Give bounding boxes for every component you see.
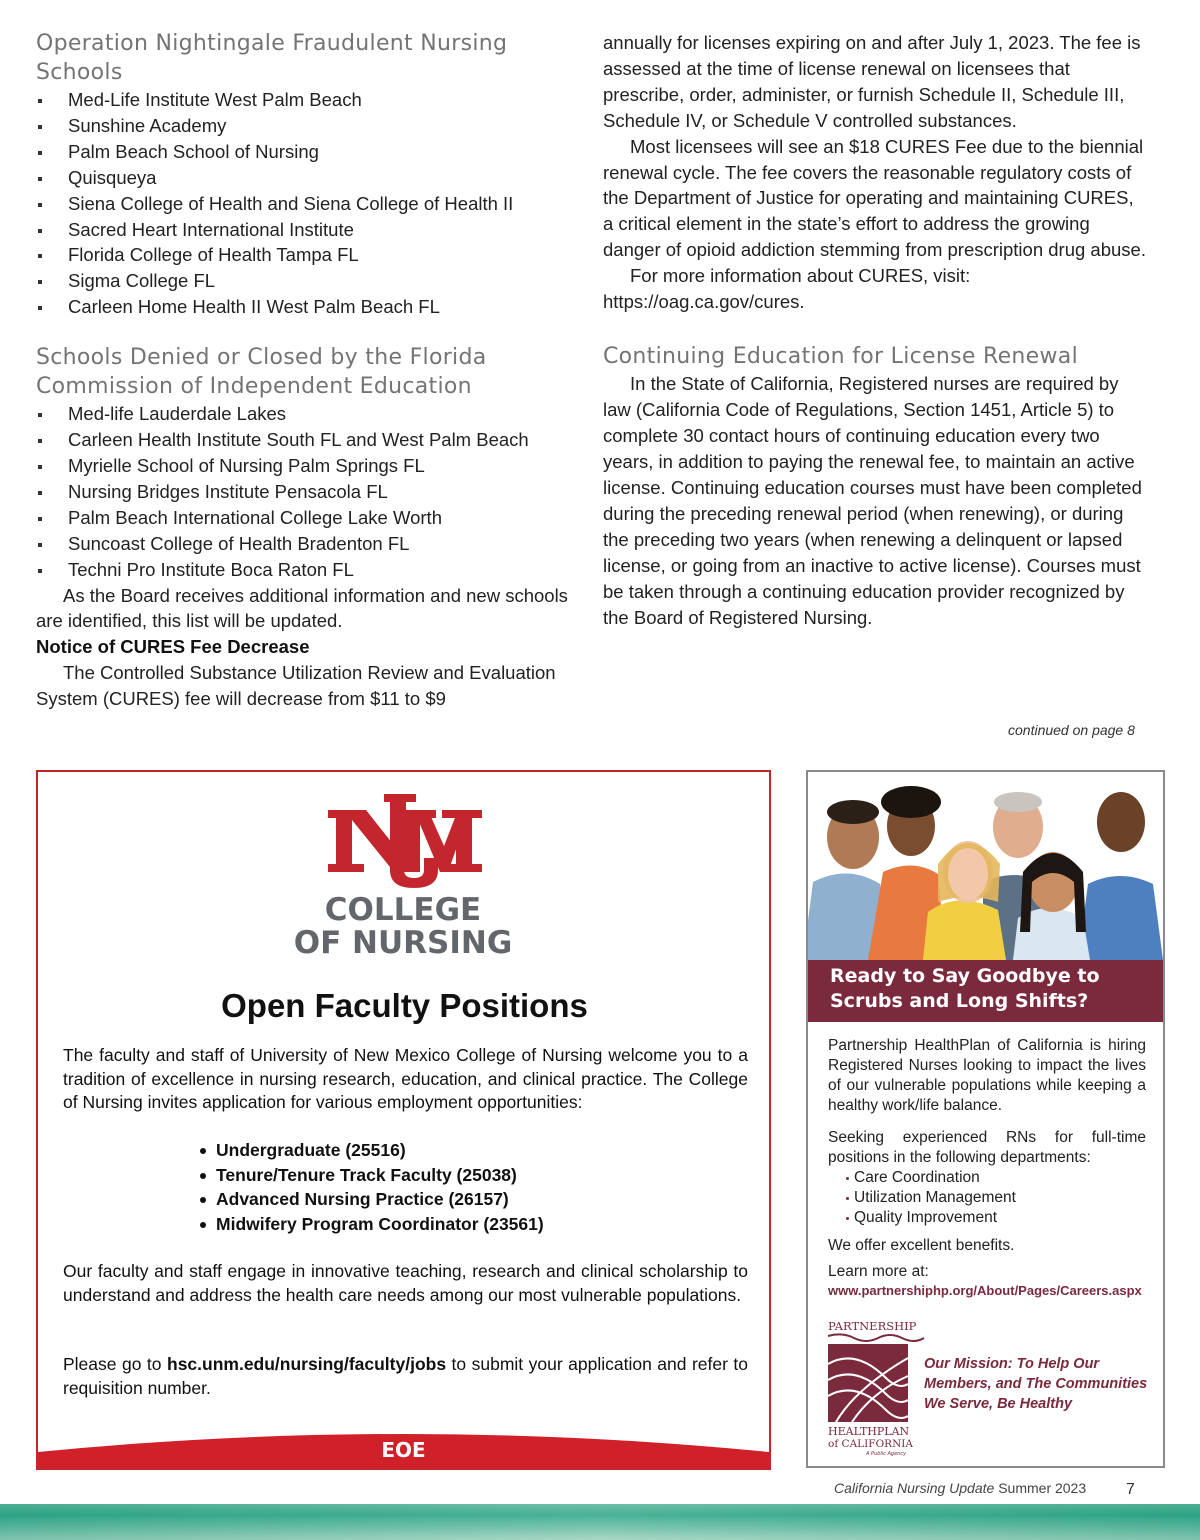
- ad-title: Open Faculty Positions: [221, 987, 588, 1024]
- list-item: Siena College of Health and Siena College of Health II: [36, 191, 584, 217]
- positions-list: [198, 1138, 544, 1236]
- eoe-label: EOE: [381, 1438, 426, 1462]
- careers-link[interactable]: www.partnershiphp.org/About/Pages/Careers.aspx: [828, 1283, 1142, 1298]
- ad-apply-paragraph: [63, 1353, 748, 1400]
- unm-faculty-ad: [36, 770, 771, 1470]
- publication-issue: Summer 2023: [998, 1480, 1087, 1496]
- php-banner: [808, 960, 1163, 1022]
- list-item: Palm Beach International College Lake Worth: [36, 505, 584, 531]
- position-item: Undergraduate (25516): [198, 1138, 544, 1163]
- nightingale-list: [36, 87, 584, 320]
- unm-logo: [324, 792, 484, 890]
- footer-gradient-bar: [0, 1504, 1200, 1540]
- cures-info-paragraph: For more information about CURES, visit: https://oag.ca.gov/cures.: [603, 265, 971, 313]
- right-column: [603, 30, 1148, 631]
- logo-top-text: PARTNERSHIP: [828, 1319, 917, 1333]
- list-item: Quisqueya: [36, 165, 584, 191]
- apply-link[interactable]: hsc.unm.edu/nursing/faculty/jobs: [167, 1354, 447, 1374]
- list-item: Nursing Bridges Institute Pensacola FL: [36, 479, 584, 505]
- apply-suffix: to submit your application and refer to requisition number.: [63, 1354, 749, 1398]
- section-title-continuing-education: Continuing Education for License Renewal: [603, 343, 1078, 369]
- php-learn-more: Learn more at:: [828, 1263, 929, 1280]
- left-column: [36, 30, 584, 712]
- list-item: Sacred Heart International Institute: [36, 217, 584, 243]
- list-item: Sigma College FL: [36, 268, 584, 294]
- position-item: Tenure/Tenure Track Faculty (25038): [198, 1163, 544, 1188]
- continued-note: continued on page 8: [1008, 722, 1135, 738]
- section-title-nightingale: Operation Nightingale Fraudulent Nursing Schools: [36, 31, 508, 85]
- list-item: Med-life Lauderdale Lakes: [36, 401, 584, 427]
- partnership-logo: [826, 1318, 931, 1458]
- partnership-logo-mark: [826, 1318, 931, 1458]
- publication-name: California Nursing Update: [834, 1480, 995, 1496]
- list-item: Med-Life Institute West Palm Beach: [36, 87, 584, 113]
- apply-prefix: Please go to: [63, 1354, 167, 1374]
- logo-bottom-text-2: of CALIFORNIA: [828, 1438, 913, 1450]
- php-mission: Our Mission: To Help Our Members, and The Communities We Serve, Be Healthy: [924, 1356, 1148, 1412]
- eoe-banner: [38, 1422, 769, 1470]
- list-item: Sunshine Academy: [36, 113, 584, 139]
- php-intro: Partnership HealthPlan of California is hiring Registered Nurses looking to impact the lives of our vulnerable populations while keeping a healthy work/life balance.: [828, 1037, 1146, 1114]
- of-nursing-label: OF NURSING: [293, 925, 513, 961]
- list-item: Myrielle School of Nursing Palm Springs FL: [36, 453, 584, 479]
- cures-paragraph-continued: annually for licenses expiring on and after July 1, 2023. The fee is assessed at the time of license renewal on licensees that prescribe, order, administer, or furnish Schedule II, Schedule III, Schedule IV, or Schedule V controlled substances.: [603, 32, 1141, 131]
- list-item: Carleen Home Health II West Palm Beach FL: [36, 294, 584, 320]
- department-item: Utilization Management: [846, 1188, 1016, 1208]
- denied-schools-list: [36, 401, 584, 582]
- ad-intro: The faculty and staff of University of New Mexico College of Nursing welcome you to a tradition of excellence in nursing research, education, and clinical practice. The College of Nursing invites application for various employment opportunities:: [63, 1045, 748, 1112]
- position-item: Advanced Nursing Practice (26157): [198, 1187, 544, 1212]
- logo-bottom-text-1: HEALTHPLAN: [828, 1425, 910, 1438]
- department-item: Care Coordination: [846, 1168, 1016, 1188]
- section-title-denied-schools: Schools Denied or Closed by the Florida Commission of Independent Education: [36, 345, 487, 399]
- banner-line-2: Scrubs and Long Shifts?: [830, 990, 1089, 1012]
- page-number: 7: [1126, 1481, 1135, 1498]
- cures-paragraph-start: The Controlled Substance Utilization Review and Evaluation System (CURES) fee will decrease from $11 to $9: [36, 662, 556, 710]
- list-item: Suncoast College of Health Bradenton FL: [36, 531, 584, 557]
- departments-list: [846, 1168, 1016, 1228]
- cures-fee-paragraph: Most licensees will see an $18 CURES Fee due to the biennial renewal cycle. The fee covers the reasonable regulatory costs of the Department of Justice for operating and maintaining CURES, a critical element in the state’s effort to address the growing danger of opioid addiction stemming from prescription drug abuse.: [603, 135, 1146, 261]
- college-label: COLLEGE: [324, 892, 482, 928]
- ad-engage-paragraph: Our faculty and staff engage in innovative teaching, research and clinical scholarship to understand and address the health care needs among our most vulnerable populations.: [63, 1261, 748, 1305]
- list-update-note: As the Board receives additional information and new schools are identified, this list will be updated.: [36, 584, 568, 632]
- cures-heading: Notice of CURES Fee Decrease: [36, 636, 310, 658]
- nurses-group-photo: [808, 772, 1163, 960]
- logo-tagline: A Public Agency: [866, 1451, 907, 1457]
- publication-footer: [834, 1480, 1086, 1496]
- banner-line-1: Ready to Say Goodbye to: [830, 965, 1100, 987]
- list-item: Palm Beach School of Nursing: [36, 139, 584, 165]
- partnership-healthplan-ad: [806, 770, 1165, 1468]
- list-item: Techni Pro Institute Boca Raton FL: [36, 557, 584, 583]
- continuing-education-paragraph: In the State of California, Registered nurses are required by law (California Code of Regulations, Section 1451, Article 5) to complete 30 contact hours of continuing education every two years, in addition to paying the renewal fee, to maintain an active license. Continuing education courses must have been completed during the preceding renewal period (when renewing), or during the preceding two years (when renewing a delinquent or lapsed license, or going from an inactive to active license). Courses must be taken through a continuing education provider recognized by the Board of Registered Nursing.: [603, 373, 1142, 628]
- php-benefits: We offer excellent benefits.: [828, 1237, 1015, 1254]
- list-item: Florida College of Health Tampa FL: [36, 242, 584, 268]
- position-item: Midwifery Program Coordinator (23561): [198, 1212, 544, 1237]
- department-item: Quality Improvement: [846, 1208, 1016, 1228]
- list-item: Carleen Health Institute South FL and West Palm Beach: [36, 427, 584, 453]
- php-seeking: Seeking experienced RNs for full-time positions in the following departments:: [828, 1129, 1146, 1166]
